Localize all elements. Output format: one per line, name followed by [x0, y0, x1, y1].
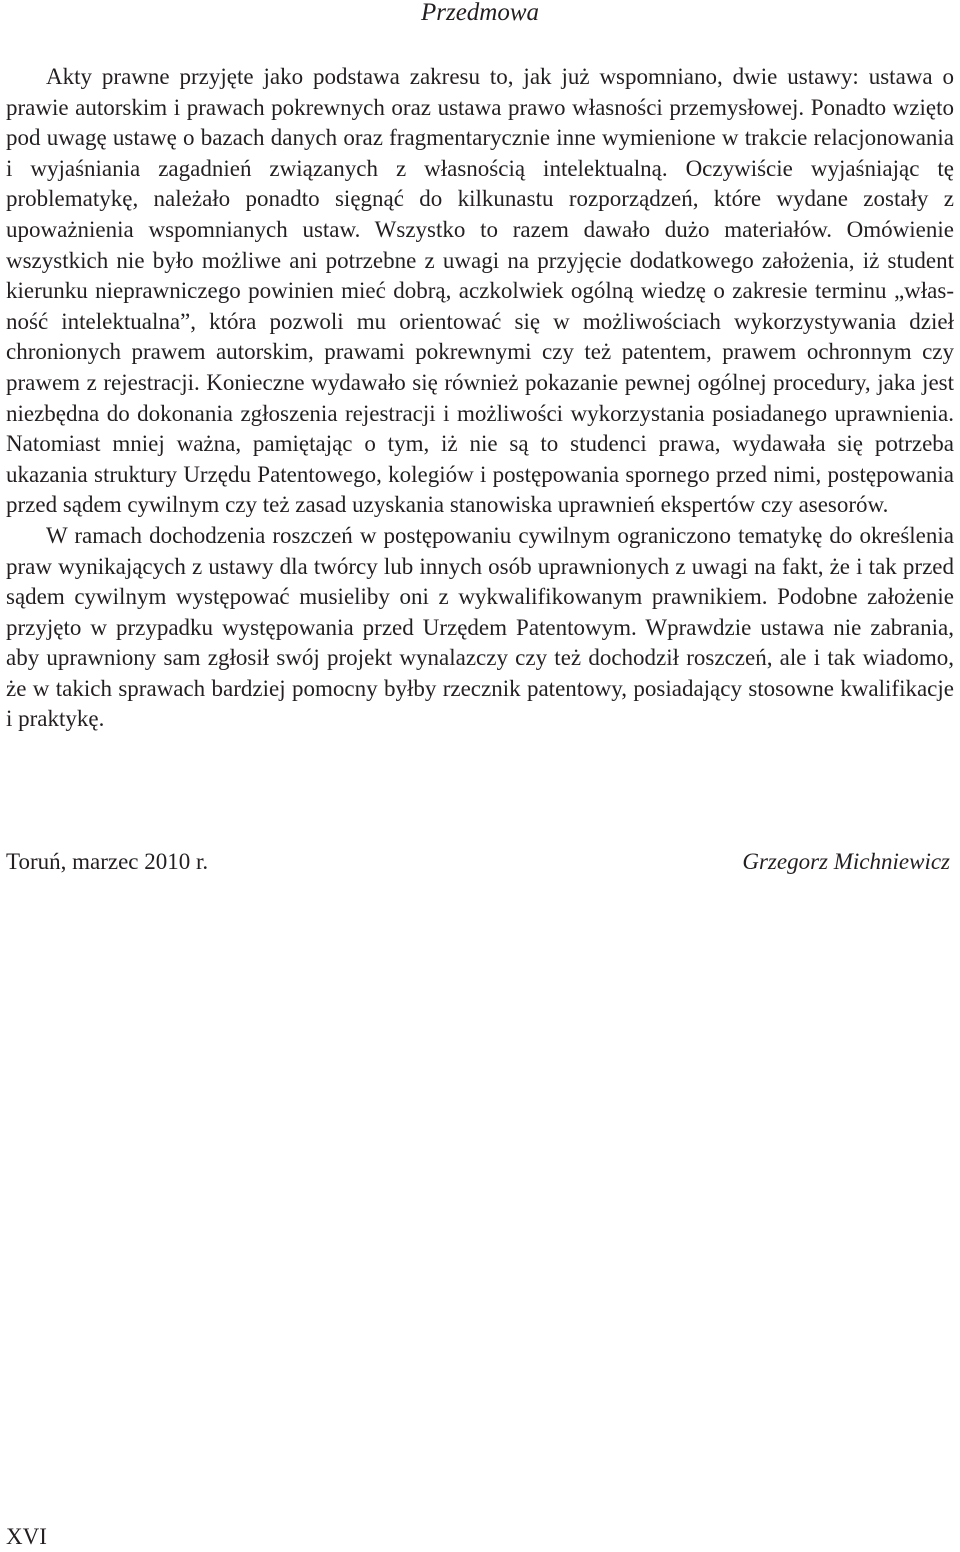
- author-name: Grzegorz Michniewicz: [742, 849, 950, 874]
- paragraph: W ramach dochodzenia roszczeń w postępowaniu cywilnym ograniczono tematykę do określenia praw wynikających z ustawy dla twórcy lub innych osób uprawnionych z uwagi na fakt, że i tak przed sądem cywilnym występować musieliby oni z wykwalifikowanym prawnikiem. Podobne założenie przyjęto w przypadku występowania przed Urzędem Patentowym. Wprawdzie ustawa nie zabrania, aby uprawniony sam zgłosił swój projekt wynalazczy czy też dochodził roszczeń, ale i tak wiadomo, że w takich sprawach bardziej pomocny byłby rzecznik patentowy, posiadający stosowne kwalifikacje i praktykę.: [6, 522, 954, 732]
- page-number: XVI: [6, 1524, 47, 1549]
- preface-body: [6, 62, 954, 735]
- paragraph: Akty prawne przyjęte jako podstawa zakresu to, jak już wspomniano, dwie ustawy: ustawa o prawie autorskim i prawach pokrewnych oraz ustawa prawo własności przemysłowej. Ponadto wzięto pod uwagę ustawę o bazach danych oraz fragmentarycznie inne wymienione w trakcie relacjonowania i wyjaśniania zagadnień związanych z własnością intelektualną. Oczywiście wyjaśniając tę problematykę, należało ponadto sięgnąć do kilkunastu rozporządzeń, które wydane zostały z upoważnienia wspomnianych ustaw. Wszystko to razem dawało dużo materiałów. Omówienie wszystkich nie było możliwe ani potrzebne z uwagi na przyjęcie dodatkowego założenia, iż student kierunku nieprawniczego powinien mieć dobrą, aczkolwiek ogólną wiedzę o zakresie terminu „własność intelektualna”, która pozwoli mu orientować się w możliwościach wykorzystywania dzieł chronionych prawem autorskim, prawami pokrewnymi czy też patentem, prawem ochronnym czy prawem z rejestracji. Konieczne wydawało się również pokazanie pewnej ogólnej procedury, jaka jest niezbędna do dokonania zgłoszenia rejestracji i możliwości wykorzystania posiadanego uprawnienia. Natomiast mniej ważna, pamiętając o tym, iż nie są to studenci prawa, wydawała się potrzeba ukazania struktury Urzędu Patentowego, kolegiów i postępowania spornego przed nimi, postępowania przed sądem cywilnym czy też zasad uzyskania stanowiska uprawnień ekspertów czy asesorów.: [6, 64, 954, 518]
- sign-off: [6, 846, 950, 878]
- place-date: Toruń, marzec 2010 r.: [6, 849, 209, 874]
- running-header: Przedmowa: [420, 0, 540, 26]
